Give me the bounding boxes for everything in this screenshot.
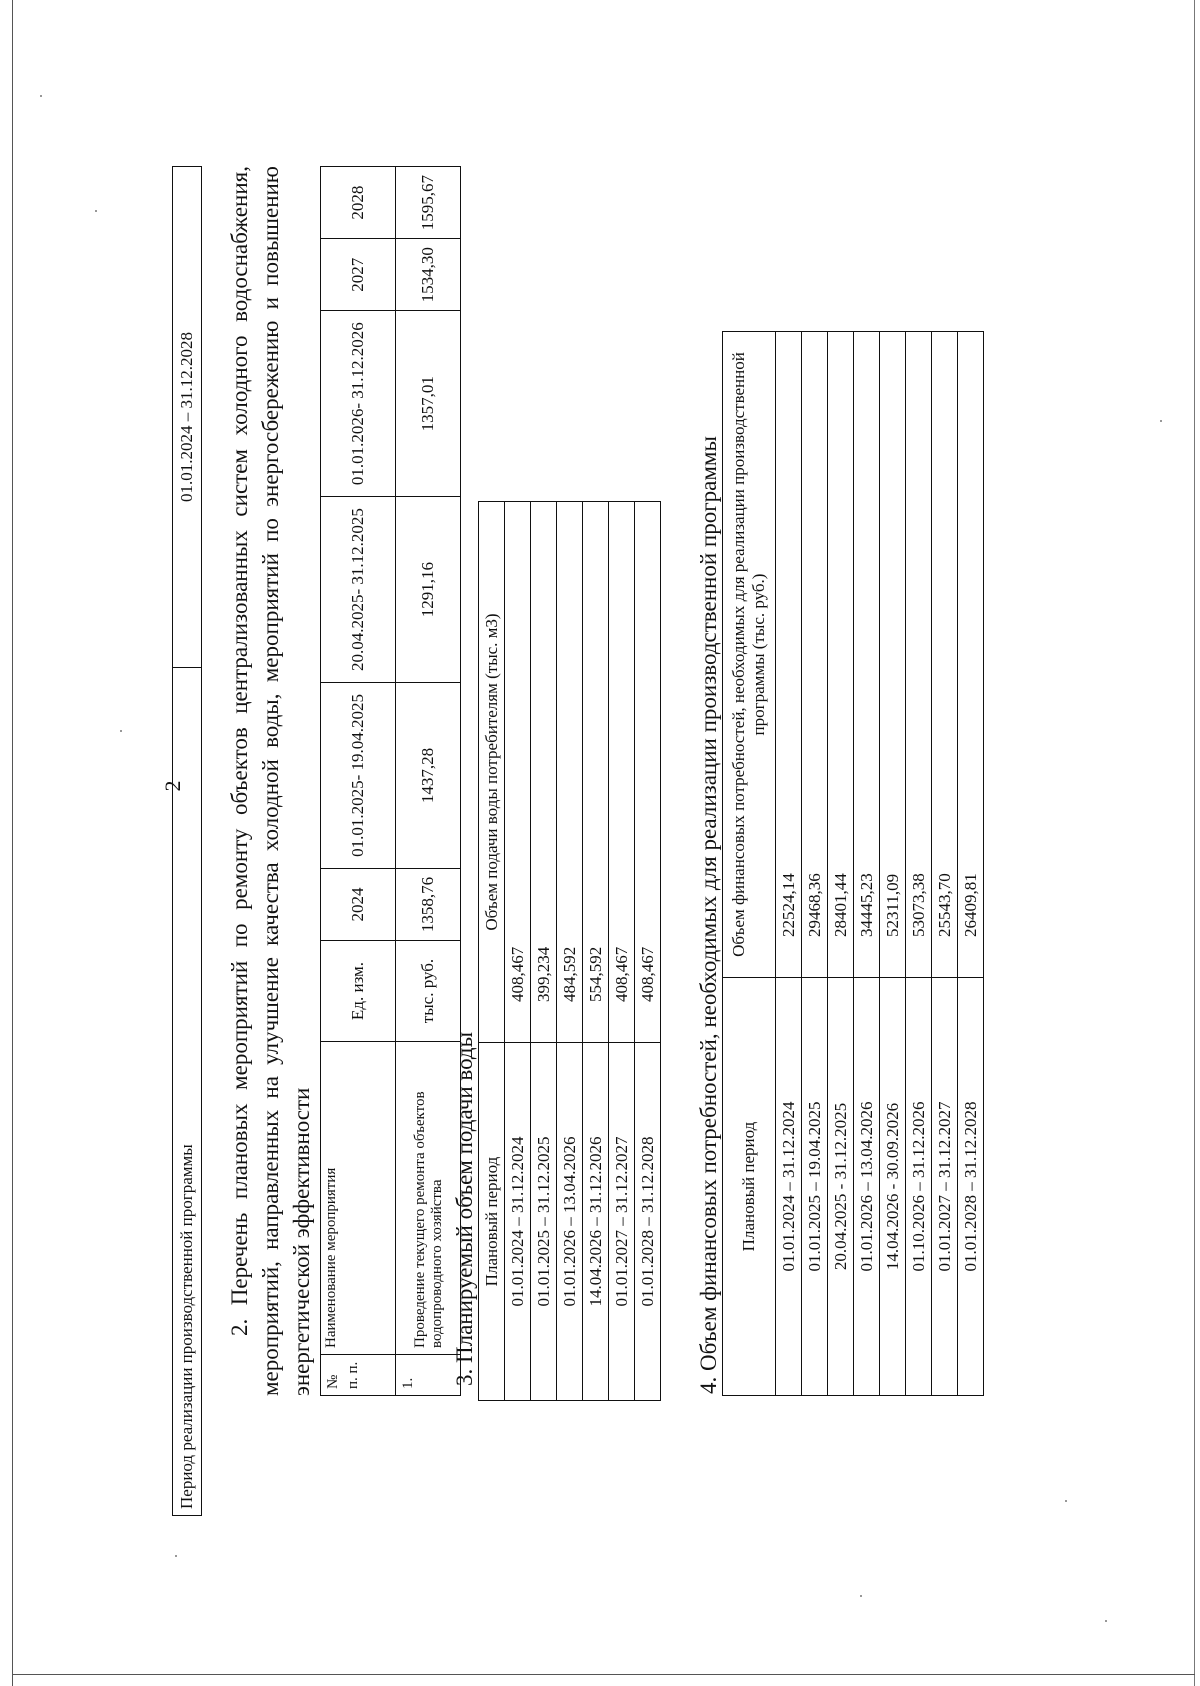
table-row <box>505 502 531 1401</box>
table-header-row <box>479 502 505 1401</box>
table-row <box>583 502 609 1401</box>
row-amount: 28401,44 <box>828 332 854 978</box>
row-period: 01.01.2027 – 31.12.2027 <box>609 1043 635 1401</box>
row-unit: тыс. руб. <box>396 941 461 1042</box>
row-period: 20.04.2025 - 31.12.2025 <box>828 978 854 1396</box>
row-period: 14.04.2026 - 30.09.2026 <box>880 978 906 1396</box>
program-period-label: Период реализации производственной программы <box>173 668 202 1516</box>
col-header-period: Плановый период <box>723 978 776 1396</box>
measures-table <box>320 166 461 1396</box>
col-header-name: Наименование мероприятия <box>321 1042 396 1355</box>
row-measure-name: Проведение текущего ремонта объектов водопроводного хозяйства <box>396 1042 461 1355</box>
row-amount: 25543,70 <box>932 332 958 978</box>
col-header-period: 20.04.2025- 31.12.2025 <box>321 497 396 683</box>
row-period: 14.04.2026 – 31.12.2026 <box>583 1043 609 1401</box>
col-header-unit: Ед. изм. <box>321 941 396 1042</box>
row-period: 01.01.2028 – 31.12.2028 <box>635 1043 661 1401</box>
row-volume: 399,234 <box>531 502 557 1043</box>
row-amount: 52311,09 <box>880 332 906 978</box>
table-row <box>880 332 906 1396</box>
col-header-num: № п. п. <box>321 1355 396 1396</box>
row-volume: 408,467 <box>635 502 661 1043</box>
table-row <box>609 502 635 1401</box>
water-supply-table <box>478 501 661 1401</box>
table-row <box>635 502 661 1401</box>
row-value: 1437,28 <box>396 683 461 869</box>
row-volume: 408,467 <box>505 502 531 1043</box>
table-header-row <box>321 167 396 1396</box>
row-period: 01.01.2027 – 31.12.2027 <box>932 978 958 1396</box>
page-number: 2 <box>160 780 185 792</box>
row-period: 01.01.2025 – 31.12.2025 <box>531 1043 557 1401</box>
row-period: 01.01.2024 – 31.12.2024 <box>776 978 802 1396</box>
financial-needs-table <box>722 331 984 1396</box>
row-period: 01.01.2024 – 31.12.2024 <box>505 1043 531 1401</box>
row-value: 1357,01 <box>396 311 461 497</box>
table-row <box>854 332 880 1396</box>
row-period: 01.01.2026 – 13.04.2026 <box>557 1043 583 1401</box>
section-4-heading: 4. Объем финансовых потребностей, необходимых для реализации производственной программы <box>696 436 721 1394</box>
row-value: 1595,67 <box>396 167 461 239</box>
col-header-volume: Объем подачи воды потребителям (тыс. м3) <box>479 502 505 1043</box>
program-period-value: 01.01.2024 – 31.12.2028 <box>173 167 202 668</box>
table-row <box>396 167 461 1396</box>
col-header-period: 01.01.2025- 19.04.2025 <box>321 683 396 869</box>
col-header-period: 2027 <box>321 239 396 311</box>
row-period: 01.01.2026 – 13.04.2026 <box>854 978 880 1396</box>
row-volume: 408,467 <box>609 502 635 1043</box>
row-period: 01.01.2028 – 31.12.2028 <box>958 978 984 1396</box>
row-amount: 34445,23 <box>854 332 880 978</box>
table-row <box>557 502 583 1401</box>
row-value: 1534,30 <box>396 239 461 311</box>
row-volume: 554,592 <box>583 502 609 1043</box>
row-amount: 29468,36 <box>802 332 828 978</box>
row-value: 1358,76 <box>396 868 461 940</box>
row-period: 01.01.2025 – 19.04.2025 <box>802 978 828 1396</box>
col-header-period: Плановый период <box>479 1043 505 1401</box>
table-header-row <box>723 332 776 1396</box>
col-header-period: 2028 <box>321 167 396 239</box>
col-header-amount: Объем финансовых потребностей, необходимых для реализации производственной программы (тыс. руб.) <box>723 332 776 978</box>
table-row <box>828 332 854 1396</box>
row-volume: 484,592 <box>557 502 583 1043</box>
table-row <box>906 332 932 1396</box>
row-amount: 53073,38 <box>906 332 932 978</box>
table-row <box>776 332 802 1396</box>
row-period: 01.10.2026 – 31.12.2026 <box>906 978 932 1396</box>
section-2-heading <box>224 166 317 1396</box>
table-row <box>932 332 958 1396</box>
row-amount: 26409,81 <box>958 332 984 978</box>
section-3-heading: 3. Планируемый объем подачи воды <box>452 1031 477 1386</box>
row-amount: 22524,14 <box>776 332 802 978</box>
col-header-period: 2024 <box>321 868 396 940</box>
col-header-period: 01.01.2026- 31.12.2026 <box>321 311 396 497</box>
section-2-heading-text: 2. Перечень плановых мероприятий по ремонту объектов централизованных систем холодного водоснабжения, мероприятий, направленных на улучшение качества холодной воды, мероприятий по энергосбережению и повышению энергетической эффективности <box>227 166 314 1396</box>
table-row <box>958 332 984 1396</box>
table-row <box>802 332 828 1396</box>
row-num: 1. <box>396 1355 461 1396</box>
table-row <box>531 502 557 1401</box>
program-period-table <box>172 166 202 1516</box>
row-value: 1291,16 <box>396 497 461 683</box>
table-row <box>173 167 202 1516</box>
